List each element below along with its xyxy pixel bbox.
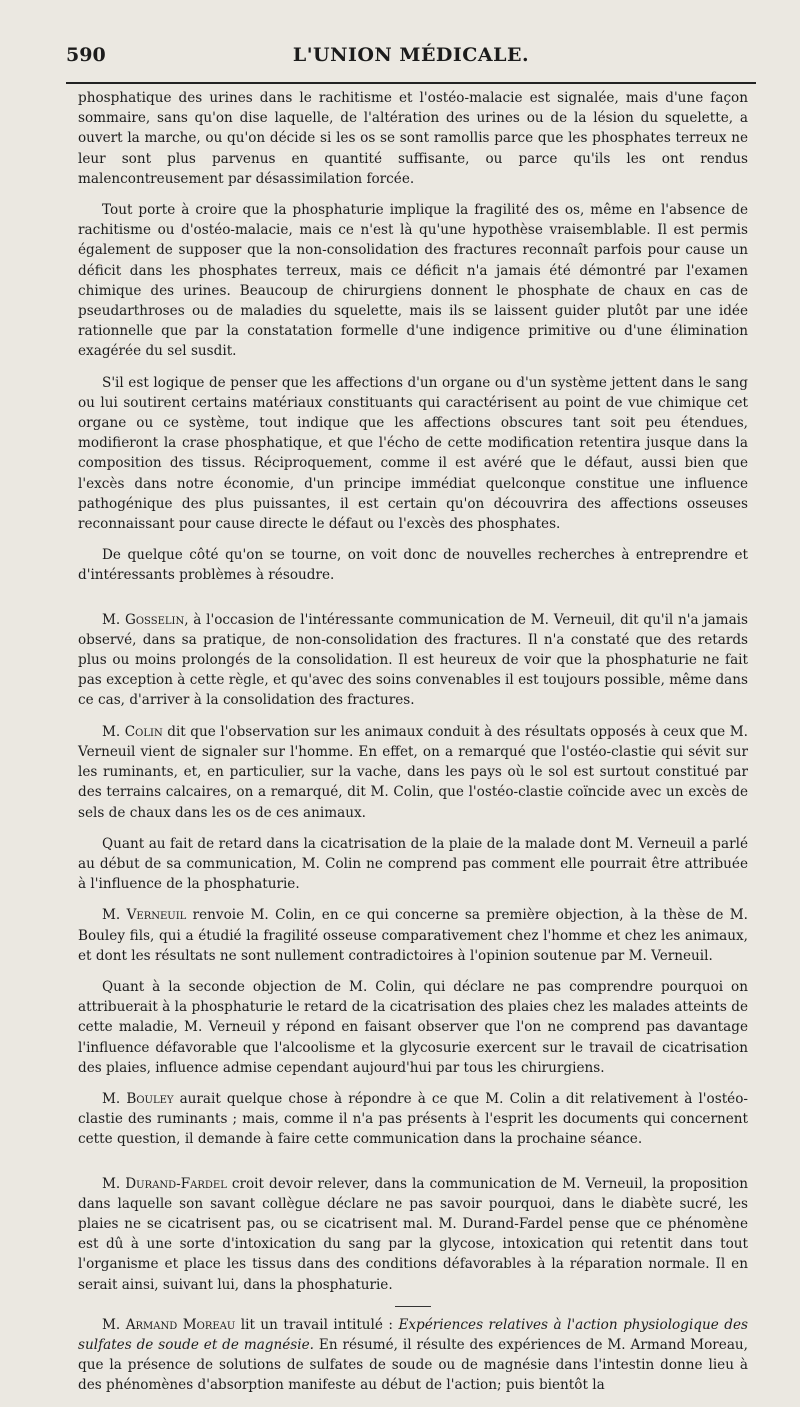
paragraph: M. Durand-Fardel croit devoir relever, dans la communication de M. Verneuil, la proposition dans laquelle son savant collègue déclare ne pas savoir pourquoi, dans le diabète sucré, les plaies ne se cicatrisent pas, ou se cicatrisent mal. M. Durand-Fardel pense que ce phénomène est dû à une sorte d'intoxication du sang par la glycose, intoxication qui retentit dans tout l'organisme et place les tissus dans des conditions défavorables à la réparation normale. Il en serait ainsi, suivant lui, dans la phosphaturie.	[78, 1175, 748, 1293]
paragraph: M. Verneuil renvoie M. Colin, en ce qui concerne sa première objection, à la thèse de M. Bouley fils, qui a étudié la fragilité osseuse comparativement chez l'homme et chez les animaux, et dont les résultats ne sont nullement contradictoires à l'opinion soutenue par M. Verneuil.	[78, 907, 749, 964]
running-title: L'UNION MÉDICALE.	[292, 44, 530, 66]
paragraph: M. Armand Moreau lit un travail intitulé : Expériences relatives à l'action physiologique des sulfates de soude et de magnésie. En résumé, il résulte des expériences de M. Armand Moreau, que la présence de solutions de sulfates de soude ou de magnésie dans l'intestin donne lieu à des phénomènes d'absorption manifeste au début de l'action; puis bientôt la	[78, 1316, 748, 1394]
speaker-name: M. Armand Moreau	[102, 1316, 236, 1333]
paragraph: S'il est logique de penser que les affections d'un organe ou d'un système jettent dans le sang ou lui soutirent certains matériaux constituants qui caractérisent au point de vue chimique cet organe ou ce système, tout indique que les affections obscures tant soit peu étendues, modifieront la crase phosphatique, et que l'écho de cette modification retentira jusque dans la composition des tissus. Réciproquement, comme il est avéré que le défaut, aussi bien que l'excès dans notre économie, d'un principe immédiat quelconque constitue une influence pathogénique des plus puissantes, il est certain qu'on découvrira des affections osseuses reconnaissant pour cause directe le défaut ou l'excès des phosphates.	[78, 374, 748, 533]
paragraph: Tout porte à croire que la phosphaturie implique la fragilité des os, même en l'absence de rachitisme ou d'ostéo-malacie, mais ce n'est là qu'une hypothèse vraisemblable. Il est permis également de supposer que la non-consolidation des fractures reconnaît parfois pour cause un déficit dans les phosphates terreux, mais ce déficit n'a jamais été démontré par l'examen chimique des urines. Beaucoup de chirurgiens donnent le phosphate de chaux en cas de pseudarthroses ou de maladies du squelette, mais ils se laissent guider plutôt par une idée rationnelle que par la constatation formelle d'une indigence primitive ou d'une élimination exagérée du sel susdit.	[78, 202, 748, 360]
paragraph: M. Bouley aurait quelque chose à répondre à ce que M. Colin a dit relativement à l'ostéo-clastie des ruminants ; mais, comme il n'a pas présents à l'esprit les documents qui concernent cette question, il demande à faire cette communication dans la prochaine séance.	[78, 1090, 748, 1148]
article-body	[78, 88, 748, 1407]
header-rule	[66, 82, 756, 84]
paragraph: M. Colin dit que l'observation sur les animaux conduit à des résultats opposés à ceux que M. Verneuil vient de signaler sur l'homme. En effet, on a remarqué que l'ostéo-clastie qui sévit sur les ruminants, et, en particulier, sur la vache, dans les pays où le sol est surtout constitué par des terrains calcaires, on a remarqué, dit M. Colin, que l'ostéo-clastie coïncide avec un excès de sels de chaux dans les os de ces animaux.	[78, 723, 748, 821]
page-number: 590	[66, 44, 106, 66]
speaker-name: M. Gosselin,	[102, 611, 189, 628]
page-header	[66, 44, 756, 78]
paragraph: Quant au fait de retard dans la cicatrisation de la plaie de la malade dont M. Verneuil a parlé au début de sa communication, M. Colin ne comprend pas comment elle pourrait être attribuée à l'influence de la phosphaturie.	[78, 835, 748, 893]
paragraph: De quelque côté qu'on se tourne, on voit donc de nouvelles recherches à entreprendre et d'intéressants problèmes à résoudre.	[78, 547, 748, 584]
section-divider	[395, 1306, 431, 1307]
paragraph: phosphatique des urines dans le rachitisme et l'ostéo-malacie est signalée, mais d'une façon sommaire, sans qu'on dise laquelle, de l'altération des urines ou de la lésion du squelette, a ouvert la marche, ou qu'on décide si les os se sont ramollis parce que les phosphates terreux ne leur sont plus parvenus en quantité suffisante, ou parce qu'ils les ont rendus malencontreusement par désassimilation forcée.	[78, 90, 748, 187]
speaker-name: M. Verneuil	[102, 907, 187, 924]
speaker-name: M. Bouley	[102, 1090, 174, 1107]
paragraph: M. Gosselin, à l'occasion de l'intéressante communication de M. Verneuil, dit qu'il n'a jamais observé, dans sa pratique, de non-consolidation des fractures. Il n'a constaté que des retards plus ou moins prolongés de la consolidation. Il est heureux de voir que la phosphaturie ne fait pas exception à cette règle, et qu'avec des soins convenables il est toujours possible, même dans ce cas, d'arriver à la consolidation des fractures.	[78, 611, 748, 709]
speaker-name: M. Durand-Fardel	[102, 1175, 227, 1192]
work-title: Expériences relatives à l'action physiologique des sulfates de soude et de magnésie.	[78, 1316, 748, 1353]
speaker-name: M. Colin	[102, 723, 163, 740]
paragraph: Quant à la seconde objection de M. Colin, qui déclare ne pas comprendre pourquoi on attribuerait à la phosphaturie le retard de la cicatrisation des plaies chez les malades atteints de cette maladie, M. Verneuil y répond en faisant observer que l'on ne comprend pas davantage l'influence défavorable que l'alcoolisme et la glycosurie exercent sur le travail de cicatrisation des plaies, influence admise cependant aujourd'hui par tous les chirurgiens.	[78, 978, 748, 1076]
